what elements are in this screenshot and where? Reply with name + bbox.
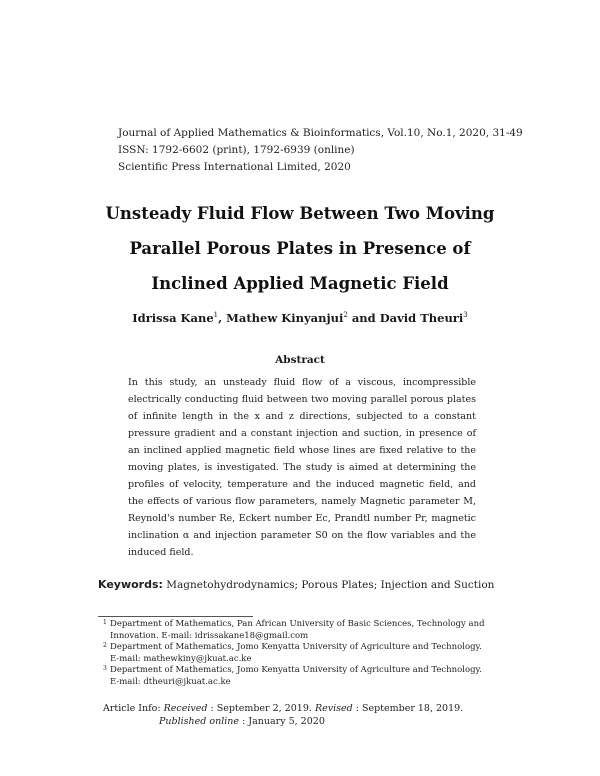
keywords-line [98,578,494,591]
abstract-heading: Abstract [275,354,325,366]
title-line-3: Inclined Applied Magnetic Field [151,274,449,293]
footnote [103,642,490,665]
author-separator: and [347,311,380,325]
journal-citation: Journal of Applied Mathematics & Bioinformatics, Vol.10, No.1, 2020, 31-49 [118,127,523,139]
footnote-number: 2 [103,642,107,650]
published-date: January 5, 2020 [248,716,325,727]
publisher-line: Scientific Press International Limited, 2020 [118,161,351,173]
revised-date: September 18, 2019. [361,703,464,714]
journal-header [118,125,523,176]
footnotes [103,619,490,689]
author-name: David Theuri [379,311,464,325]
author-list [80,311,520,325]
published-line: Published online : January 5, 2020 [159,716,325,727]
author-affiliation-mark: 2 [343,311,348,320]
footnote [103,619,490,642]
author-affiliation-mark: 3 [463,311,468,320]
article-dates-line: Article Info: Received : September 2, 2019. Revised : September 18, 2019. [103,703,464,714]
revised-label: Revised [314,703,353,714]
footnote-affiliation: Department of Mathematics, Jomo Kenyatta University of Agriculture and Technology. [110,665,482,676]
title-line-2: Parallel Porous Plates in Presence of [129,239,471,258]
received-date: September 2, 2019. [216,703,312,714]
footnote [103,665,490,688]
title-line-1: Unsteady Fluid Flow Between Two Moving [105,204,495,223]
abstract-text: In this study, an unsteady fluid flow of a viscous, incompressible electrically conducting fluid between two moving parallel porous plates of infinite length in the x and z directions, subjected to a constant pressure gradient and a constant injection and suction, in presence of an inclined applied magnetic field whose lines are fixed relative to the moving plates, is investigated. The study is aimed at determining the profiles of velocity, temperature and the induced magnetic field, and the effects of various flow parameters, namely Magnetic parameter M, Reynold's number Re, Eckert number Ec, Prandtl number Pr, magnetic inclination α and injection parameter S0 on the flow variables and the induced field. [128,377,476,558]
keywords-text: Magnetohydrodynamics; Porous Plates; Injection and Suction [166,579,495,591]
keywords-label: Keywords: [98,578,163,591]
footnote-rule [98,616,253,617]
footnote-email: Innovation. E-mail: idrissakane18@gmail.com [110,630,309,641]
footnote-number: 1 [103,619,107,626]
author-separator: , [218,311,227,325]
published-label: Published online [159,716,240,727]
article-info-prefix: Article Info: [103,703,161,714]
received-label: Received [163,703,208,714]
footnote-affiliation: Department of Mathematics, Jomo Kenyatta University of Agriculture and Technology. [110,642,482,653]
footnote-email: E-mail: mathewkiny@jkuat.ac.ke [110,653,252,664]
author-affiliation-mark: 1 [213,311,219,320]
article-info [103,702,463,728]
footnote-email: E-mail: dtheuri@jkuat.ac.ke [110,676,231,687]
issn-line: ISSN: 1792-6602 (print), 1792-6939 (online) [118,144,355,156]
author-name: Idrissa Kane [132,311,214,325]
author-name: Mathew Kinyanjui [226,311,344,325]
footnote-number: 3 [103,665,107,673]
footnote-affiliation: Department of Mathematics, Pan African University of Basic Sciences, Technology and [110,619,485,629]
